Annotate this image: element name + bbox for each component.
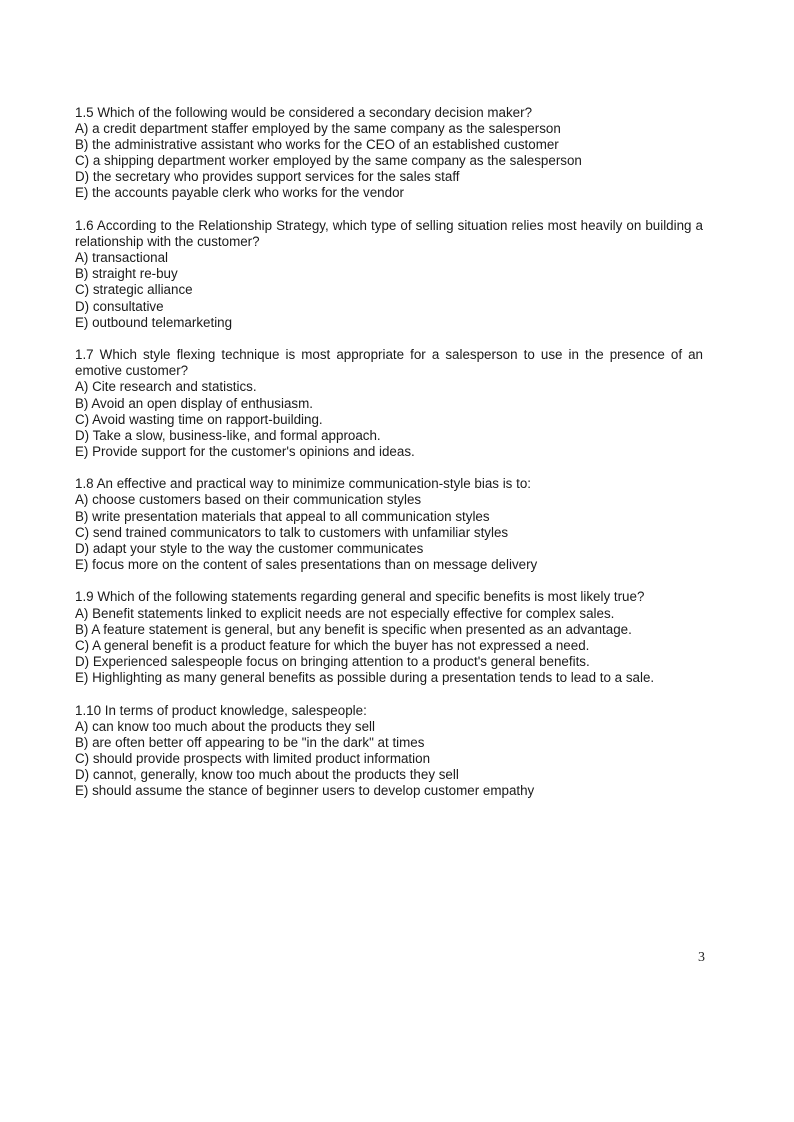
question-stem: 1.10 In terms of product knowledge, salespeople: [75,702,367,718]
answer-option: A) Benefit statements linked to explicit needs are not especially effective for complex sales. [75,605,615,621]
question-block [75,218,703,331]
answer-option: C) a shipping department worker employed by the same company as the salesperson [75,153,582,169]
answer-option: A) can know too much about the products they sell [75,718,375,734]
answer-option: E) Highlighting as many general benefits as possible during a presentation tends to lead to a sale. [75,669,655,685]
answer-option: D) cannot, generally, know too much about the products they sell [75,766,459,782]
question-block [75,105,703,202]
answer-option: E) the accounts payable clerk who works for the vendor [75,185,404,201]
answer-option: B) Avoid an open display of enthusiasm. [75,395,313,411]
answer-option: C) Avoid wasting time on rapport-building. [75,411,323,427]
question-stem: 1.7 Which style flexing technique is most appropriate for a salesperson to use in the presence of an emotive customer? [75,347,703,379]
answer-option: A) Cite research and statistics. [75,379,257,395]
answer-option: D) adapt your style to the way the customer communicates [75,540,424,556]
answer-option: D) Experienced salespeople focus on bringing attention to a product's general benefits. [75,653,590,669]
answer-option: A) choose customers based on their communication styles [75,492,422,508]
answer-option: D) Take a slow, business-like, and formal approach. [75,427,381,443]
answer-option: E) focus more on the content of sales presentations than on message delivery [75,556,538,572]
answer-option: B) are often better off appearing to be "in the dark" at times [75,734,425,750]
question-block [75,589,703,686]
answer-option: A) transactional [75,250,169,266]
answer-option: C) send trained communicators to talk to customers with unfamiliar styles [75,524,509,540]
answer-option: D) consultative [75,298,164,314]
answer-option: B) write presentation materials that appeal to all communication styles [75,508,490,524]
answer-option: E) Provide support for the customer's opinions and ideas. [75,443,415,459]
question-stem: 1.8 An effective and practical way to minimize communication-style bias is to: [75,476,531,492]
answer-option: E) should assume the stance of beginner users to develop customer empathy [75,782,535,798]
answer-option: E) outbound telemarketing [75,314,233,330]
answer-option: B) straight re-buy [75,266,178,282]
answer-option: D) the secretary who provides support services for the sales staff [75,169,460,185]
question-list [75,105,703,816]
answer-option: C) strategic alliance [75,282,193,298]
answer-option: C) A general benefit is a product feature for which the buyer has not expressed a need. [75,637,590,653]
question-block [75,347,703,460]
page-number: 3 [698,950,705,965]
question-stem: 1.9 Which of the following statements regarding general and specific benefits is most likely true? [75,589,645,605]
question-stem: 1.6 According to the Relationship Strategy, which type of selling situation relies most heavily on building a relationship with the customer? [75,218,703,250]
question-block [75,703,703,800]
question-stem: 1.5 Which of the following would be considered a secondary decision maker? [75,105,533,120]
question-block [75,476,703,573]
answer-option: A) a credit department staffer employed by the same company as the salesperson [75,121,561,137]
answer-option: B) the administrative assistant who works for the CEO of an established customer [75,137,559,153]
answer-option: B) A feature statement is general, but any benefit is specific when presented as an advantage. [75,621,632,637]
answer-option: C) should provide prospects with limited product information [75,750,431,766]
